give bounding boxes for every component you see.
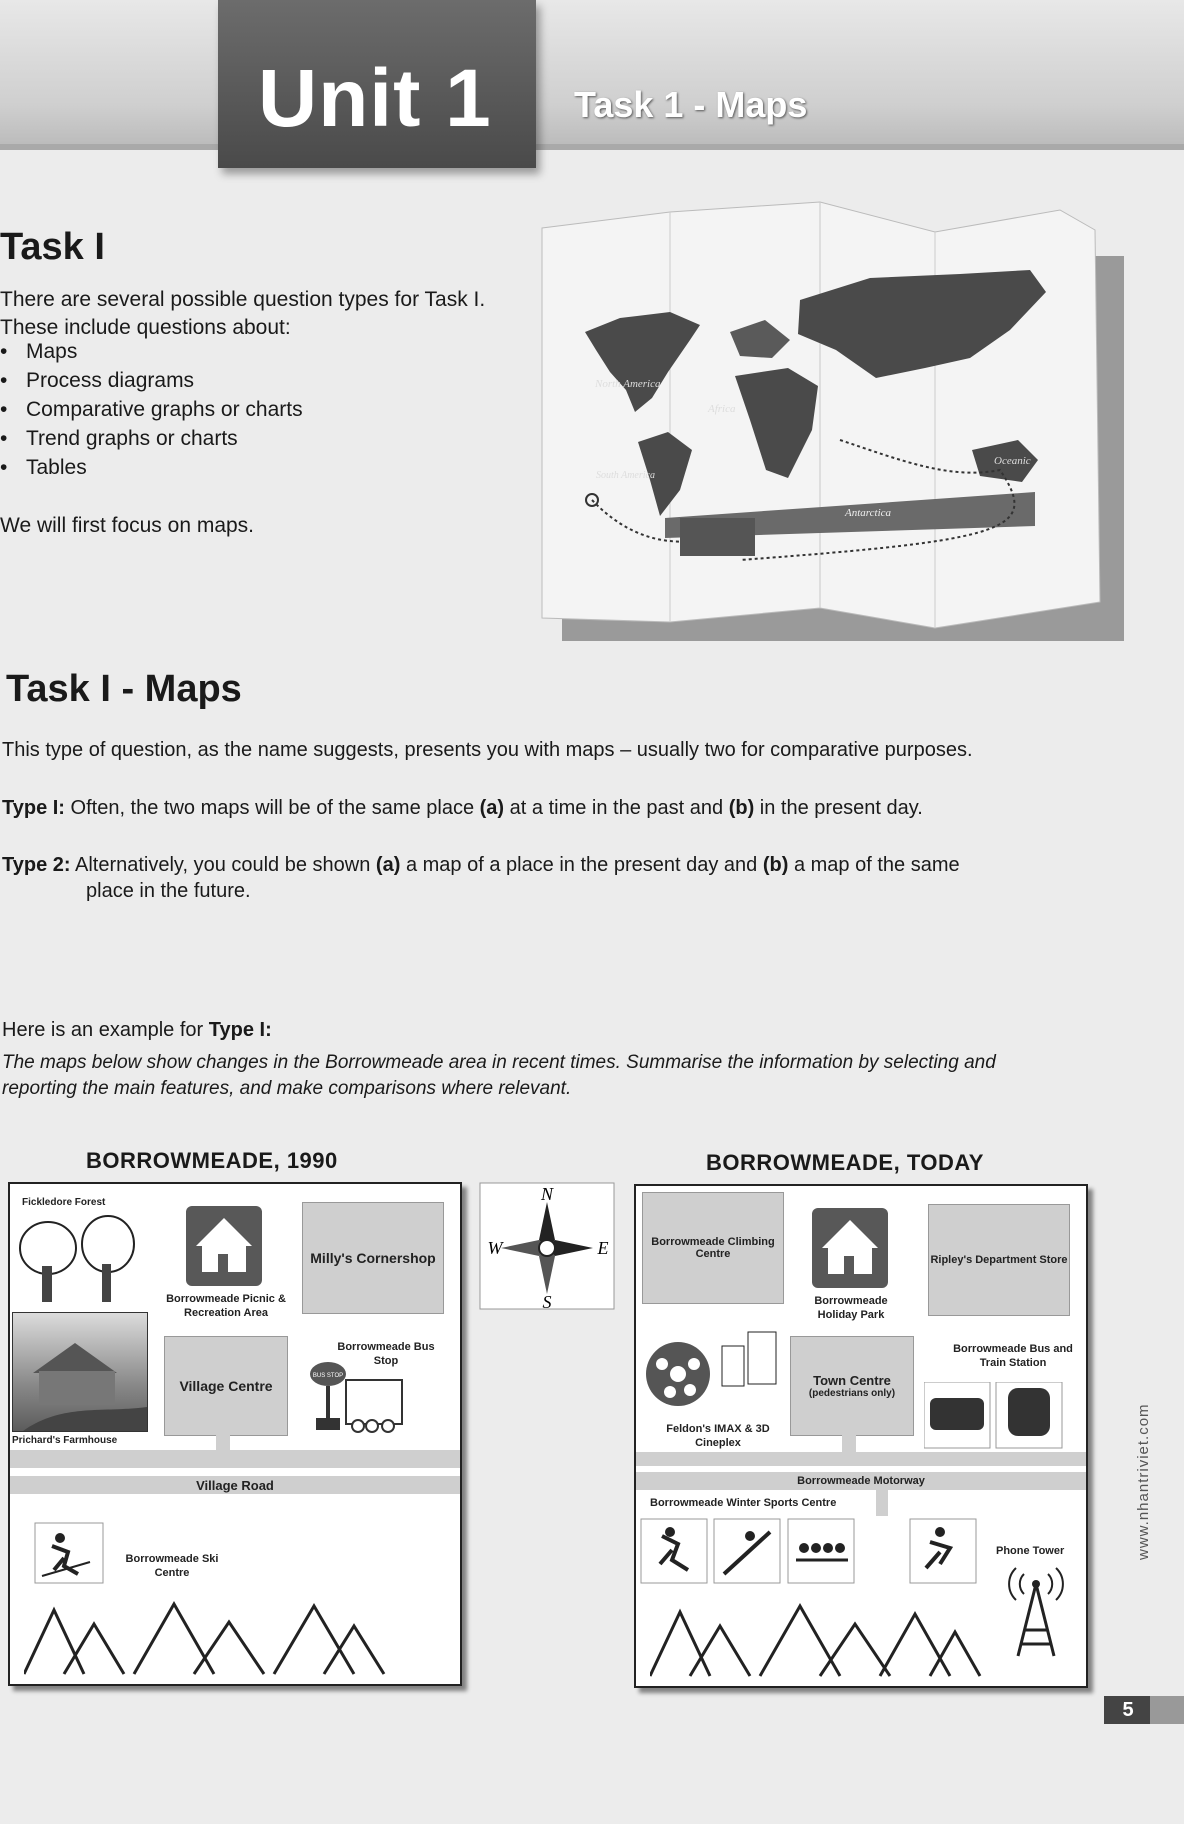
list-item: • Trend graphs or charts: [0, 427, 303, 456]
tree-icon: [16, 1214, 136, 1304]
label-antarctica: Antarctica: [845, 507, 892, 519]
type1-text-c: at a time in the past and: [509, 797, 724, 819]
winter-sports-icons: [640, 1518, 980, 1588]
prompt-line-1: The maps below show changes in the Borrowmeade area in recent times. Summarise the information by selecting and: [2, 1052, 996, 1073]
map-today: [634, 1184, 1088, 1688]
type2-label: Type 2:: [2, 854, 71, 876]
type1-paragraph: [2, 795, 1102, 821]
compass-s: S: [542, 1292, 552, 1310]
task-heading: Task I: [0, 226, 105, 268]
skier-icon: [34, 1522, 104, 1584]
type1-text-b: (a): [479, 797, 505, 819]
truck-icon: [680, 518, 755, 556]
type2-text-c: a map of a place in the present day and: [405, 854, 758, 876]
phone-tower-icon: [998, 1564, 1074, 1660]
climbing-box: Borrowmeade Climbing Centre: [642, 1192, 784, 1304]
connector-road: [876, 1490, 888, 1516]
label-africa: Africa: [708, 403, 736, 415]
type1-text-d: (b): [728, 797, 755, 819]
label-south-america: South America: [596, 470, 655, 481]
maps-heading: Task I - Maps: [6, 668, 242, 710]
type2-paragraph: [2, 852, 1102, 904]
picnic-label: Borrowmeade Picnic & Recreation Area: [166, 1293, 286, 1319]
town-centre-box: [790, 1336, 914, 1436]
town-centre-label: Town Centre: [813, 1373, 891, 1388]
label-north-america: North America: [595, 378, 661, 390]
list-item: • Maps: [0, 340, 303, 369]
type2-text-b: (a): [375, 854, 401, 876]
unit-title: Unit 1: [258, 53, 492, 144]
list-item: • Tables: [0, 456, 303, 485]
cornershop-box: Milly's Cornershop: [302, 1202, 444, 1314]
road-upper: [10, 1450, 460, 1468]
type1-text-e: in the present day.: [759, 797, 923, 819]
town-centre-note: (pedestrians only): [808, 1388, 896, 1399]
holiday-label: Borrowmeade Holiday Park: [814, 1295, 888, 1321]
question-type-list: [0, 340, 303, 485]
mountains-icon: [24, 1596, 444, 1676]
department-store-box: Ripley's Department Store: [928, 1204, 1070, 1316]
type1-label: Type I:: [2, 797, 65, 819]
prompt-line-2: reporting the main features, and make comparisons where relevant.: [2, 1078, 572, 1099]
example-text-b: Type I: [208, 1019, 266, 1041]
list-item: • Process diagrams: [0, 369, 303, 398]
motorway-road: Borrowmeade Motorway: [636, 1472, 1086, 1490]
forest-label: Fickledore Forest: [22, 1197, 106, 1208]
ski-label: Borrowmeade Ski Centre: [125, 1553, 219, 1579]
list-item: • Comparative graphs or charts: [0, 398, 303, 427]
map-1990-title: BORROWMEADE, 1990: [86, 1148, 338, 1173]
bus-train-icon: [924, 1382, 1064, 1452]
type2-text-d: (b): [762, 854, 789, 876]
header-band: [0, 0, 1184, 150]
winter-sports-label: Borrowmeade Winter Sports Centre: [650, 1497, 837, 1509]
maps-intro: This type of question, as the name suggests, presents you with maps – usually two for comparative purposes.: [2, 739, 973, 761]
type1-text-a: Often, the two maps will be of the same place: [70, 797, 475, 819]
intro-line-1: There are several possible question types for Task I.: [0, 288, 486, 311]
station-label: Borrowmeade Bus and Train Station: [953, 1343, 1073, 1369]
bus-stop-icon: [306, 1352, 416, 1436]
compass-e: E: [597, 1238, 609, 1258]
page-number-bar: [1150, 1696, 1184, 1724]
focus-text: We will first focus on maps.: [0, 514, 255, 537]
type2-text-e: a map of the same: [793, 854, 960, 876]
connector-road: [842, 1434, 856, 1452]
cinema-icon: [642, 1326, 782, 1414]
compass-w: W: [487, 1238, 503, 1258]
example-text-c: :: [265, 1019, 272, 1041]
farmhouse-image: [12, 1312, 148, 1432]
map-1990: [8, 1182, 462, 1686]
bus-stop-sign-text: BUS STOP: [312, 1373, 344, 1379]
phone-tower-label: Phone Tower: [996, 1545, 1065, 1557]
page-number: 5: [1104, 1696, 1152, 1724]
intro-line-2: These include questions about:: [0, 316, 291, 339]
farmhouse-label: Prichard's Farmhouse: [12, 1435, 118, 1446]
type2-text-f: place in the future.: [86, 880, 251, 902]
cinema-label: Feldon's IMAX & 3D Cineplex: [666, 1423, 770, 1449]
holiday-park-icon: [812, 1208, 888, 1288]
bus-stop-label: Borrowmeade Bus Stop: [337, 1341, 435, 1367]
village-road: Village Road: [10, 1476, 460, 1494]
header-subtitle: Task 1 - Maps: [574, 84, 808, 125]
website-text: www.nhantriviet.com: [1135, 1403, 1152, 1560]
example-text-a: Here is an example for: [2, 1019, 204, 1041]
road-upper: [636, 1452, 1086, 1466]
example-line: [2, 1017, 272, 1043]
world-map-illustration: [540, 200, 1125, 645]
village-centre-box: Village Centre: [164, 1336, 288, 1436]
intro-text: [0, 286, 520, 342]
label-oceania: Oceanic: [994, 455, 1031, 467]
compass-rose: [479, 1182, 615, 1310]
mountains-icon: [650, 1598, 990, 1678]
compass-n: N: [540, 1184, 554, 1204]
picnic-icon: [186, 1206, 262, 1286]
map-today-title: BORROWMEADE, TODAY: [706, 1150, 984, 1175]
type2-text-a: Alternatively, you could be shown: [75, 854, 371, 876]
task-prompt: [2, 1050, 1102, 1102]
